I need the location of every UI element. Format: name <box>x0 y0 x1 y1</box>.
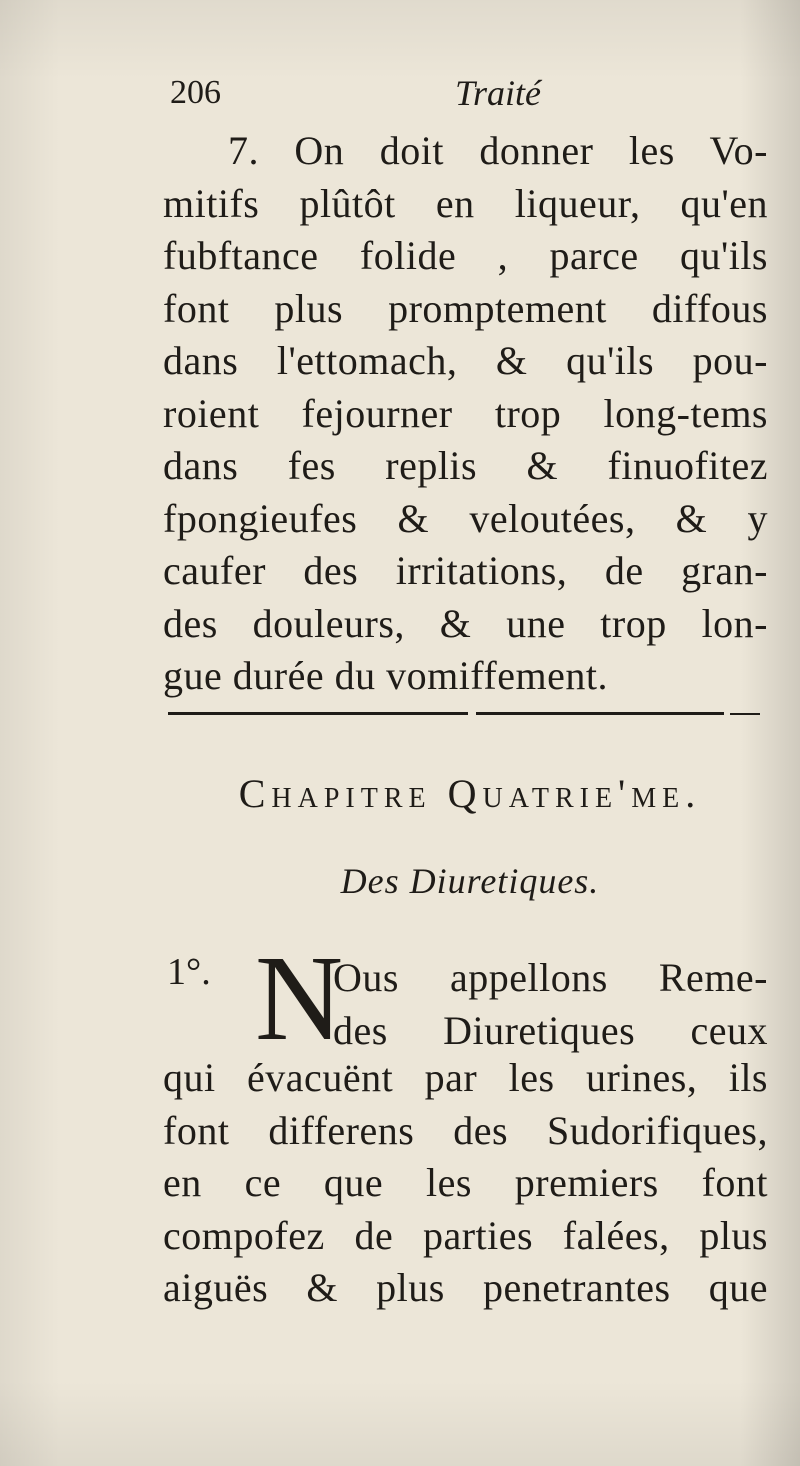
text-line: dans fes replis & finuofitez <box>163 443 768 488</box>
text-line: caufer des irritations, de gran- <box>163 548 768 593</box>
text-line: Ous appellons Reme- <box>333 955 768 1000</box>
text-line: des Diuretiques ceux <box>333 1008 768 1053</box>
text-line: des douleurs, & une trop lon- <box>163 600 768 646</box>
text-line: mitifs plûtôt en liqueur, qu'en <box>163 180 768 226</box>
paragraph-1-opening <box>163 931 768 1066</box>
divider-segment <box>168 712 468 715</box>
section-divider-rule <box>168 712 763 716</box>
text-line: gue durée du vomiffement. <box>163 653 608 698</box>
running-head <box>170 70 760 120</box>
text-line: aiguës & plus penetrantes que <box>163 1265 768 1310</box>
drop-cap: N <box>255 931 344 1066</box>
text-line: fpongieufes & veloutées, & y <box>163 495 768 541</box>
chapter-heading: Chapitre Quatrie'me. <box>238 771 702 816</box>
text-line: font differens des Sudorifiques, <box>163 1107 768 1153</box>
running-title: Traité <box>455 73 542 113</box>
paragraph-number: 1°. <box>167 951 211 993</box>
text-line: roient fejourner trop long-tems <box>163 390 768 436</box>
text-line: en ce que les premiers font <box>163 1160 768 1205</box>
page-number: 206 <box>170 74 221 111</box>
text-line: font plus promptement diffous <box>163 285 768 331</box>
text-line: dans l'ettomach, & qu'ils pou- <box>163 338 768 383</box>
divider-segment <box>476 712 724 715</box>
paragraph-7 <box>163 125 768 703</box>
text-line: fubftance folide , parce qu'ils <box>163 233 768 278</box>
text-line: qui évacuënt par les urines, ils <box>163 1055 768 1100</box>
text-line: 7. On doit donner les Vo- <box>228 128 768 173</box>
section-title: Des Diuretiques. <box>340 861 600 901</box>
divider-segment <box>730 713 760 715</box>
text-line: compofez de parties falées, plus <box>163 1212 768 1258</box>
paragraph-1-body <box>163 1052 768 1315</box>
